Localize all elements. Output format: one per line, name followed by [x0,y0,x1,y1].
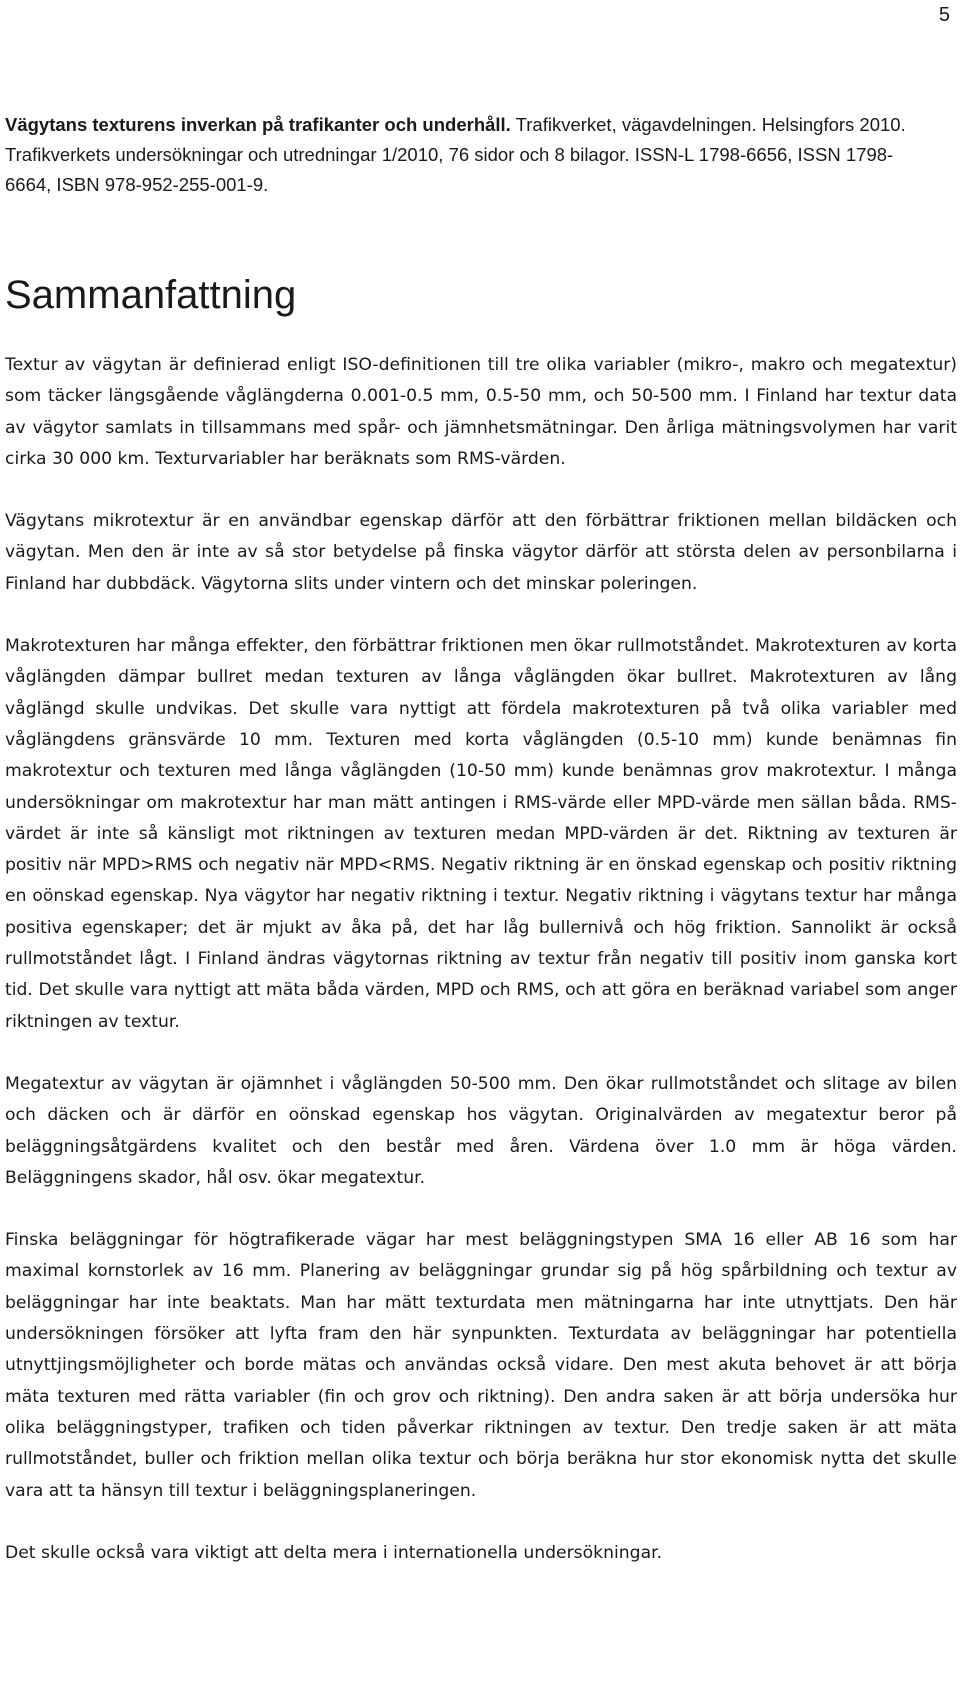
paragraph: Megatextur av vägytan är ojämnhet i våglängden 50-500 mm. Den ökar rullmotståndet och slitage av bilen och däcken och är därför en oönskad egenskap hos vägytan. Originalvärden av megatextur beror på beläggningsåtgärdens kvalitet och den består med åren. Värdena över 1.0 mm är höga värden. Beläggningens skador, hål osv. ökar megatextur. [5,1073,957,1188]
summary-body [5,350,957,1600]
paragraph: Makrotexturen har många effekter, den förbättrar friktionen men ökar rullmotståndet. Makrotexturen av korta våglängden dämpar bullret medan texturen av långa våglängden ökar bullret. Makrotexturen av lång våglängd skulle undvikas. Det skulle vara nyttigt att fördela makrotexturen på två olika variabler med våglängdens gränsvärde 10 mm. Texturen med korta våglängden (0.5-10 mm) kunde benämnas fin makrotextur och texturen med långa våglängden (10-50 mm) kunde benämnas grov makrotextur. I många undersökningar om makrotextur har man mätt antingen i RMS-värde eller MPD-värde men sällan båda. RMS-värdet är inte så känsligt mot riktningen av texturen medan MPD-värden är det. Riktning av texturen är positiv när MPD>RMS och negativ när MPD<RMS. Negativ riktning är en önskad egenskap och positiv riktning en oönskad egenskap. Nya vägytor har negativ riktning i textur. Negativ riktning i vägytans textur har många positiva egenskaper; det är mjukt av åka på, det har låg bullernivå och hög friktion. Sannolikt är också rullmotståndet lågt. I Finland ändras vägytornas riktning av textur från negativ till positiv inom ganska kort tid. Det skulle vara nyttigt att mäta båda värden, MPD och RMS, och att göra en beräknad variabel som anger riktningen av textur. [5,636,957,1032]
report-title: Vägytans texturens inverkan på trafikanter och underhåll. [5,114,511,135]
report-citation: Trafikverket, vägavdelningen. Helsingfors 2010. Trafikverkets undersökningar och utredningar 1/2010, 76 sidor och 8 bilagor. ISSN-L 1798-6656, ISSN 1798-6664, ISBN 978-952-255-001-9. [5,114,906,195]
page-number: 5 [938,4,950,26]
paragraph: Textur av vägytan är definierad enligt ISO-definitionen till tre olika variabler (mikro-, makro och megatextur) som täcker längsgående våglängderna 0.001-0.5 mm, 0.5-50 mm, och 50-500 mm. I Finland har textur data av vägytor samlats in tillsammans med spår- och jämnhetsmätningar. Den årliga mätningsvolymen har varit cirka 30 000 km. Texturvariabler har beräknats som RMS-värden. [5,355,957,469]
section-heading: Sammanfattning [5,273,297,317]
citation-header [5,110,935,200]
paragraph: Finska beläggningar för högtrafikerade vägar har mest beläggningstypen SMA 16 eller AB 16 som har maximal kornstorlek av 16 mm. Planering av beläggningar grundar sig på hög spårbildning och textur av beläggningar har inte beaktats. Man har mätt texturdata men mätningarna har inte utnyttjats. Den här undersökningen försöker att lyfta fram den här synpunkten. Texturdata av beläggningar har potentiella utnyttjingsmöjligheter och borde mätas och användas också vidare. Den mest akuta behovet är att börja mäta texturen med rätta variabler (fin och grov och riktning). Den andra saken är att börja undersöka hur olika beläggningstyper, trafiken och tiden påverkar riktningen av textur. Den tredje saken är att mäta rullmotståndet, buller och friktion mellan olika textur och börja beräkna hur stor ekonomisk nytta det skulle vara att ta hänsyn till textur i beläggningsplaneringen. [5,1230,957,1501]
paragraph: Det skulle också vara viktigt att delta mera i internationella undersökningar. [5,1542,663,1563]
paragraph: Vägytans mikrotextur är en användbar egenskap därför att den förbättrar friktionen mellan bildäcken och vägytan. Men den är inte av så stor betydelse på finska vägytor därför att största delen av personbilarna i Finland har dubbdäck. Vägytorna slits under vintern och det minskar poleringen. [5,511,957,594]
